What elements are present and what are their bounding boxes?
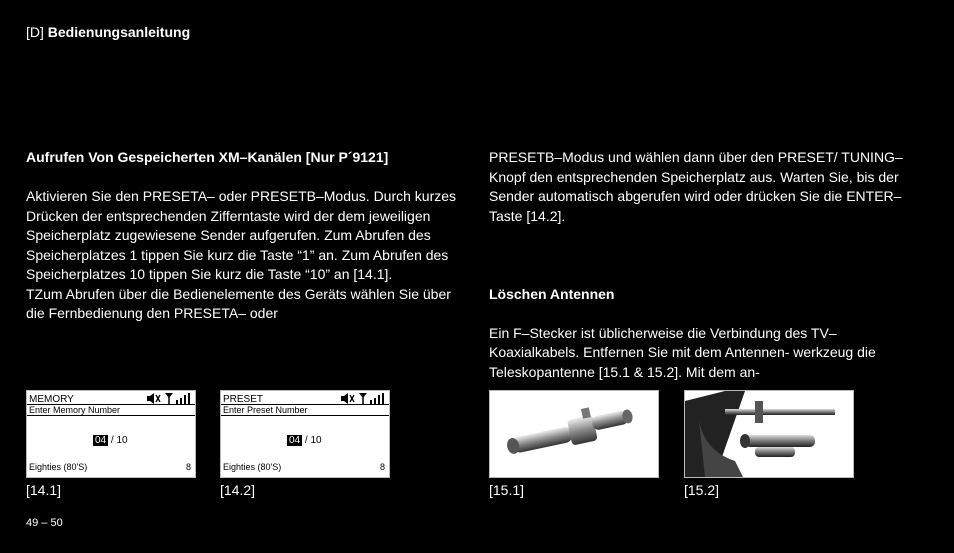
section-heading-xm: Aufrufen Von Gespeicherten XM–Kanälen [Nur P´9121] [26,149,389,165]
antenna-removal-photo [684,390,854,478]
language-tag: [D] [26,24,44,40]
lcd-selected-number: 04 [95,435,107,446]
lcd-station [223,462,385,472]
right-column [489,148,909,382]
lcd-station [29,462,191,472]
lcd-channel: 8 [379,462,385,472]
section-heading-antenna: Löschen Antennen [489,285,615,302]
paragraph-device-controls: TZum Abrufen über die Bedienelemente des Geräts wählen Sie über die Fernbedienung den PRESETA– oder [26,285,451,321]
lcd-preset-screen [220,390,390,478]
lcd-station-name: Eighties (80'S) [223,462,282,472]
caption-14-1: [14.1] [26,482,62,498]
page-header [26,24,190,40]
header-title: Bedienungsanleitung [47,24,191,40]
lcd-mode-label: PRESET [223,394,264,405]
lcd-number [287,435,322,446]
lcd-prompt: Enter Preset Number [221,404,389,416]
paragraph-preset-recall: Aktivieren Sie den PRESETA– oder PRESETB–Modus. Durch kurzes Drücken der entsprechenden Zifferntaste wird der dem jeweiligen Speicherplatz zugewiesene Sender aufgerufen. Zum Abrufen des Speicherplatzes 1 tippen Sie kurz die Taste “1” an. Zum Abrufen des Speicherplatzes 10 tippen Sie kurz die Taste “10” an [14.1]. [26,188,457,282]
paragraph-preset-continue: PRESETB–Modus und wählen dann über den PRESET/ TUNING–Knopf den entsprechenden Speicherplatz aus. Warten Sie, bis der Sender automatisch abgerufen wird oder drücken Sie die ENTER–Taste [14.2]. [489,149,903,224]
lcd-channel: 8 [185,462,191,472]
lcd-station-name: Eighties (80'S) [29,462,88,472]
lcd-prompt: Enter Memory Number [27,404,195,416]
lcd-mode-label: MEMORY [29,394,74,405]
lcd-total: / 10 [304,435,322,446]
left-column [26,148,466,324]
page-number: 49 – 50 [26,517,63,529]
antenna-tool-photo [489,390,659,478]
caption-14-2: [14.2] [220,482,256,498]
caption-15-2: [15.2] [684,482,720,498]
caption-15-1: [15.1] [489,482,525,498]
lcd-total: / 10 [110,435,128,446]
lcd-selected-number: 04 [289,435,301,446]
paragraph-antenna: Ein F–Stecker ist üblicherweise die Verbindung des TV–Koaxialkabels. Entfernen Sie mit dem Antennen- werkzeug die Teleskopantenne [15.1 & 15.2]. Mit dem an- [489,324,876,380]
lcd-memory-screen [26,390,196,478]
lcd-number [93,435,128,446]
